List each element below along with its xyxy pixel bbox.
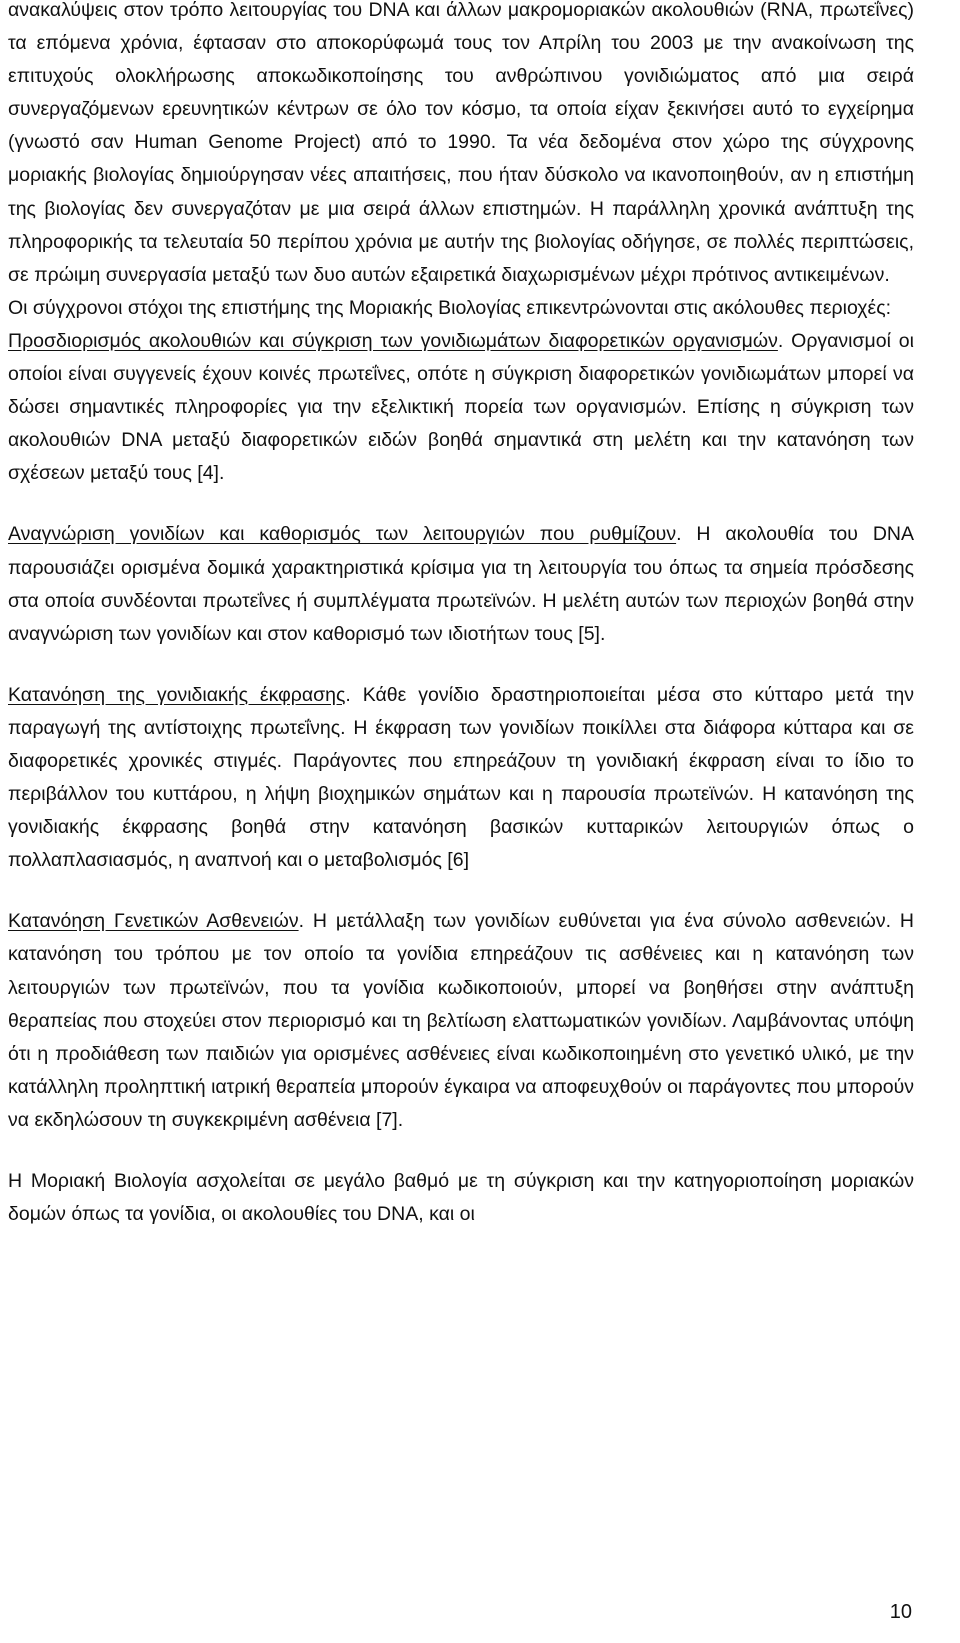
- intro-paragraph: ανακαλύψεις στον τρόπο λειτουργίας του DNA και άλλων μακρομοριακών ακολουθιών (RNA, πρωτεΐνες) τα επόμενα χρόνια, έφτασαν στο αποκορύφωμά τους τον Απρίλη του 2003 με την ανακοίνωση της επιτυχούς ολοκλήρωσης αποκωδικοποίησης του ανθρώπινου γονιδιώματος από μια σειρά συνεργαζόμενων ερευνητικών κέντρων σε όλο τον κόσμο, τα οποία είχαν ξεκινήσει αυτό το εγχείρημα (γνωστό σαν Human Genome Project) από το 1990. Τα νέα δεδομένα στον χώρο της σύγχρονης μοριακής βιολογίας δημιούργησαν νέες απαιτήσεις, που ήταν δύσκολο να ικανοποιηθούν, αν η επιστήμη της βιολογίας δεν συνεργαζόταν με μια σειρά άλλων επιστημών. Η παράλληλη χρονικά ανάπτυξη της πληροφορικής τα τελευταία 50 περίπου χρόνια με αυτήν της βιολογίας οδήγησε, σε πολλές περιπτώσεις, σε πρώιμη συνεργασία μεταξύ των δυο αυτών εξαιρετικά διαχωρισμένων μέχρι πρότινος αντικειμένων.: [8, 0, 914, 286]
- section-gene-expression-body: . Κάθε γονίδιο δραστηριοποιείται μέσα στο κύτταρο μετά την παραγωγή της αντίστοιχης πρωτεΐνης. Η έκφραση των γονιδίων ποικίλλει στα διάφορα κύτταρα και σε διαφορετικές χρονικές στιγμές. Παράγοντες που επηρεάζουν τη γονιδιακή έκφραση είναι το ίδιο το περιβάλλον του κυττάρου, η λήψη βιοχημικών σημάτων και η παρουσία πρωτεϊνών. Η κατανόηση της γονιδιακής έκφρασης βοηθά στην κατανόηση βασικών κυτταρικών λειτουργιών όπως ο πολλαπλασιασμός, η αναπνοή και ο μεταβολισμός [6]: [8, 683, 914, 872]
- section-gene-recognition: [8, 518, 914, 650]
- section-sequencing-heading: Προσδιορισμός ακολουθιών και σύγκριση των γονιδιωμάτων διαφορετικών οργανισμών: [8, 329, 778, 352]
- section-gene-recognition-heading: Αναγνώριση γονιδίων και καθορισμός των λειτουργιών που ρυθμίζουν: [8, 523, 677, 546]
- closing-paragraph: Η Μοριακή Βιολογία ασχολείται σε μεγάλο βαθμό με τη σύγκριση και την κατηγοριοποίηση μοριακών δομών όπως τα γονίδια, οι ακολουθίες του DNA, και οι: [8, 1170, 914, 1226]
- page-number: 10: [889, 1601, 912, 1623]
- section-gene-recognition-body: . Η ακολουθία του DNA παρουσιάζει ορισμένα δομικά χαρακτηριστικά κρίσιμα για τη λειτουργία του όπως τα σημεία πρόσδεσης στα οποία συνδέονται πρωτεΐνες ή συμπλέγματα πρωτεϊνών. Η μελέτη αυτών των περιοχών βοηθά στην αναγνώριση των γονιδίων και στον καθορισμό των ιδιοτήτων τους [5].: [8, 523, 914, 645]
- section-gene-expression: [8, 679, 914, 878]
- section-sequencing: [8, 325, 914, 490]
- section-sequencing-body: . Οργανισμοί οι οποίοι είναι συγγενείς έχουν κοινές πρωτεΐνες, οπότε η σύγκριση διαφορετικών γονιδιωμάτων μπορεί να δώσει σημαντικές πληροφορίες για την εξελικτική πορεία των οργανισμών. Επίσης η σύγκριση των ακολουθιών DNA μεταξύ διαφορετικών ειδών βοηθά σημαντικά στη μελέτη και την κατανόηση των σχέσεων μεταξύ τους [4].: [8, 329, 914, 485]
- section-genetic-diseases-heading: Κατανόηση Γενετικών Ασθενειών: [8, 910, 299, 933]
- section-gene-expression-heading: Κατανόηση της γονιδιακής έκφρασης: [8, 683, 346, 706]
- document-page: [8, 0, 914, 1231]
- section-genetic-diseases: [8, 905, 914, 1137]
- goals-intro-paragraph: Οι σύγχρονοι στόχοι της επιστήμης της Μοριακής Βιολογίας επικεντρώνονται στις ακόλουθες περιοχές:: [8, 296, 892, 319]
- section-genetic-diseases-body: . Η μετάλλαξη των γονιδίων ευθύνεται για ένα σύνολο ασθενειών. Η κατανόηση του τρόπου με τον οποίο τα γονίδια επηρεάζουν τις ασθένειες και η κατανόηση των λειτουργιών των πρωτεϊνών, που τα γονίδια κωδικοποιούν, μπορεί να βοηθήσει στην ανάπτυξη θεραπείας που στοχεύει στον περιορισμό και τη βελτίωση ελαττωματικών γονιδίων. Λαμβάνοντας υπόψη ότι η προδιάθεση των παιδιών για ορισμένες ασθένειες είναι κωδικοποιημένη στο γενετικό υλικό, με την κατάλληλη προληπτική ιατρική θεραπεία μπορούν έγκαιρα να αποφευχθούν οι παράγοντες που μπορούν να εκδηλώσουν τη συγκεκριμένη ασθένεια [7].: [8, 910, 914, 1131]
